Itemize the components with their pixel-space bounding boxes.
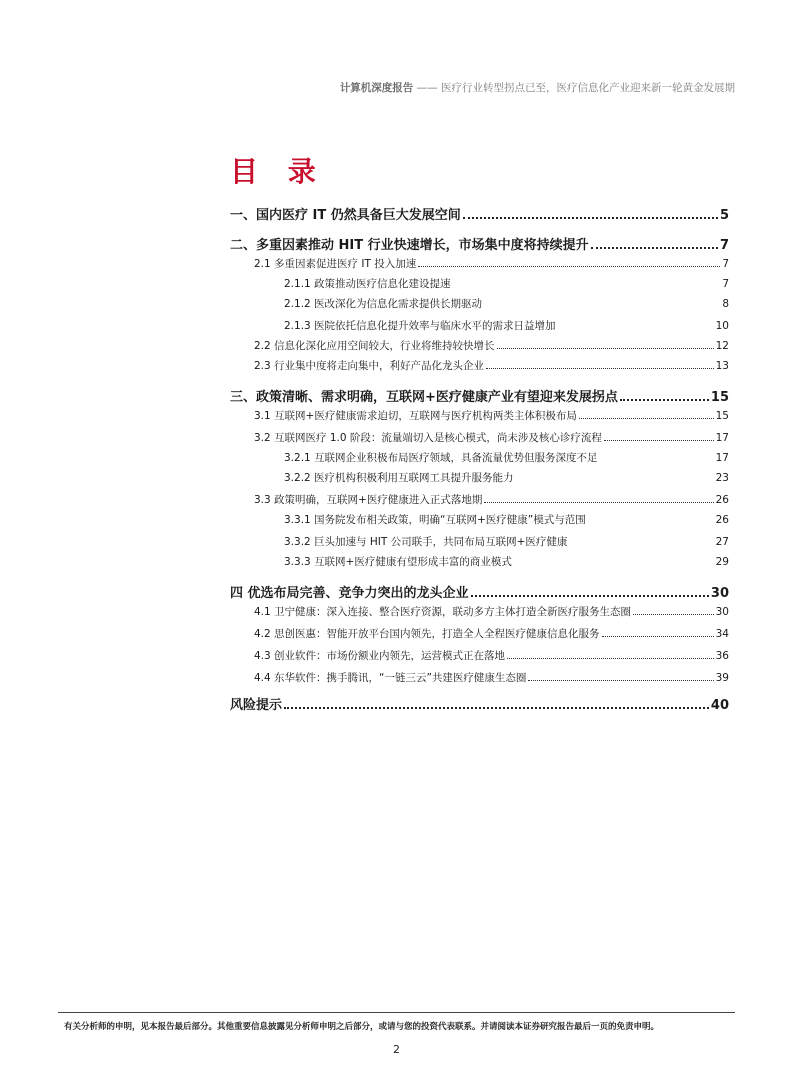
- toc-entry-page: 7: [719, 238, 729, 253]
- toc-entry-label: 3.2.2 医疗机构积极利用互联网工具提升服务能力: [284, 472, 514, 484]
- toc-entry[interactable]: [254, 648, 729, 663]
- toc-entry-page: 15: [715, 410, 729, 422]
- toc-leader-dots: [486, 368, 714, 369]
- toc-leader-dots: [418, 266, 720, 267]
- toc-leader-dots: [284, 707, 709, 709]
- toc-entry-label: 3.3.1 国务院发布相关政策，明确“互联网+医疗健康”模式与范围: [284, 514, 586, 526]
- toc-entry[interactable]: [230, 694, 729, 713]
- toc-entry[interactable]: [254, 430, 729, 445]
- toc-leader-dots: [633, 614, 714, 615]
- toc-entry-page: 26: [715, 514, 729, 526]
- toc-entry-label: 2.1.1 政策推动医疗信息化建设提速: [284, 278, 451, 290]
- toc-entry[interactable]: [254, 358, 729, 373]
- toc-entry[interactable]: [230, 386, 729, 405]
- toc-entry[interactable]: [284, 512, 729, 527]
- toc-entry-page: 29: [715, 556, 729, 568]
- toc-leader-dots: [602, 636, 714, 637]
- toc-leader-dots: [484, 502, 713, 503]
- toc-leader-dots: [604, 440, 714, 441]
- toc-entry-page: 15: [710, 390, 729, 405]
- toc-entry-label: 三、政策清晰、需求明确，互联网+医疗健康产业有望迎来发展拐点: [230, 390, 618, 405]
- toc-entry-page: 12: [715, 340, 729, 352]
- toc-leader-dots: [507, 658, 714, 659]
- report-type: 计算机深度报告: [339, 82, 414, 94]
- header-separator: ——: [413, 82, 441, 94]
- report-title: 医疗行业转型拐点已至，医疗信息化产业迎来新一轮黄金发展期: [441, 82, 735, 94]
- toc-entry-page: 36: [715, 650, 729, 662]
- toc-entry-page: 7: [722, 278, 729, 290]
- toc-entry-page: 5: [719, 208, 729, 223]
- toc-entry[interactable]: [230, 234, 729, 253]
- toc-entry-label: 四 优选布局完善、竞争力突出的龙头企业: [230, 586, 469, 601]
- toc-entry-label: 3.3 政策明确，互联网+医疗健康进入正式落地期: [254, 494, 483, 506]
- toc-entry[interactable]: [254, 256, 729, 271]
- toc-entry-label: 一、国内医疗 IT 仍然具备巨大发展空间: [230, 208, 461, 223]
- toc-entry-page: 34: [715, 628, 729, 640]
- toc-entry-label: 二、多重因素推动 HIT 行业快速增长，市场集中度将持续提升: [230, 238, 589, 253]
- toc-leader-dots: [579, 418, 714, 419]
- toc-leader-dots: [463, 217, 718, 219]
- toc-entry-label: 2.1 多重因素促进医疗 IT 投入加速: [254, 258, 417, 270]
- toc-entry-label: 3.2 互联网医疗 1.0 阶段：流量端切入是核心模式，尚未涉及核心诊疗流程: [254, 432, 602, 444]
- toc-leader-dots: [471, 595, 709, 597]
- toc-entry[interactable]: [254, 604, 729, 619]
- footer-disclaimer: 有关分析师的申明，见本报告最后部分。其他重要信息披露见分析师申明之后部分，或请与您的投资代表联系。并请阅读本证券研究报告最后一页的免责申明。: [64, 1022, 660, 1032]
- toc-entry[interactable]: [254, 492, 729, 507]
- toc-entry-page: 40: [710, 698, 729, 713]
- page-header: [340, 80, 735, 95]
- toc-entry-label: 3.3.2 巨头加速与 HIT 公司联手，共同布局互联网+医疗健康: [284, 536, 568, 548]
- toc-entry-label: 3.3.3 互联网+医疗健康有望形成丰富的商业模式: [284, 556, 512, 568]
- toc-entry-label: 2.1.2 医改深化为信息化需求提供长期驱动: [284, 298, 483, 310]
- toc-entry-label: 2.2 信息化深化应用空间较大，行业将维持较快增长: [254, 340, 495, 352]
- toc-entry[interactable]: [230, 204, 729, 223]
- toc-entry-page: 30: [710, 586, 729, 601]
- toc-entry[interactable]: [254, 408, 729, 423]
- toc-entry-label: 2.1.3 医院依托信息化提升效率与临床水平的需求日益增加: [284, 320, 556, 332]
- toc-entry-label: 4.2 思创医惠：智能开放平台国内领先，打造全人全程医疗健康信息化服务: [254, 628, 600, 640]
- page-number: 2: [393, 1043, 400, 1056]
- toc-entry[interactable]: [254, 338, 729, 353]
- toc-leader-dots: [620, 399, 709, 401]
- toc-entry-page: 17: [715, 432, 729, 444]
- toc-entry-page: 39: [715, 672, 729, 684]
- toc-entry-page: 30: [715, 606, 729, 618]
- toc-leader-dots: [497, 348, 714, 349]
- toc-entry-page: 27: [715, 536, 729, 548]
- toc-entry-label: 3.1 互联网+医疗健康需求迫切，互联网与医疗机构两类主体积极布局: [254, 410, 577, 422]
- toc-entry-label: 2.3 行业集中度将走向集中，利好产品化龙头企业: [254, 360, 485, 372]
- toc-entry-page: 10: [715, 320, 729, 332]
- toc-entry-label: 4.1 卫宁健康：深入连接、整合医疗资源，联动多方主体打造全新医疗服务生态圈: [254, 606, 632, 618]
- toc-entry[interactable]: [254, 626, 729, 641]
- toc-entry[interactable]: [284, 450, 729, 465]
- toc-entry-page: 8: [722, 298, 729, 310]
- toc-title: 目 录: [230, 155, 326, 188]
- toc-entry[interactable]: [284, 296, 729, 311]
- toc-entry[interactable]: [284, 318, 729, 333]
- toc-leader-dots: [528, 680, 713, 681]
- toc-entry-page: 26: [715, 494, 729, 506]
- toc-entry[interactable]: [230, 582, 729, 601]
- toc-leader-dots: [591, 247, 718, 249]
- toc-entry-page: 13: [715, 360, 729, 372]
- toc-entry[interactable]: [284, 554, 729, 569]
- toc-entry-page: 23: [715, 472, 729, 484]
- toc-entry[interactable]: [284, 276, 729, 291]
- toc-entry[interactable]: [284, 470, 729, 485]
- toc-entry[interactable]: [284, 534, 729, 549]
- toc-entry-page: 7: [722, 258, 729, 270]
- footer-divider: [58, 1012, 735, 1013]
- toc-entry-label: 风险提示: [230, 698, 283, 713]
- toc-entry[interactable]: [254, 670, 729, 685]
- toc-entry-label: 4.4 东华软件：携手腾讯，“一链三云”共建医疗健康生态圈: [254, 672, 527, 684]
- toc-entry-page: 17: [715, 452, 729, 464]
- toc-entry-label: 4.3 创业软件：市场份额业内领先，运营模式正在落地: [254, 650, 506, 662]
- toc-entry-label: 3.2.1 互联网企业积极布局医疗领域，具备流量优势但服务深度不足: [284, 452, 598, 464]
